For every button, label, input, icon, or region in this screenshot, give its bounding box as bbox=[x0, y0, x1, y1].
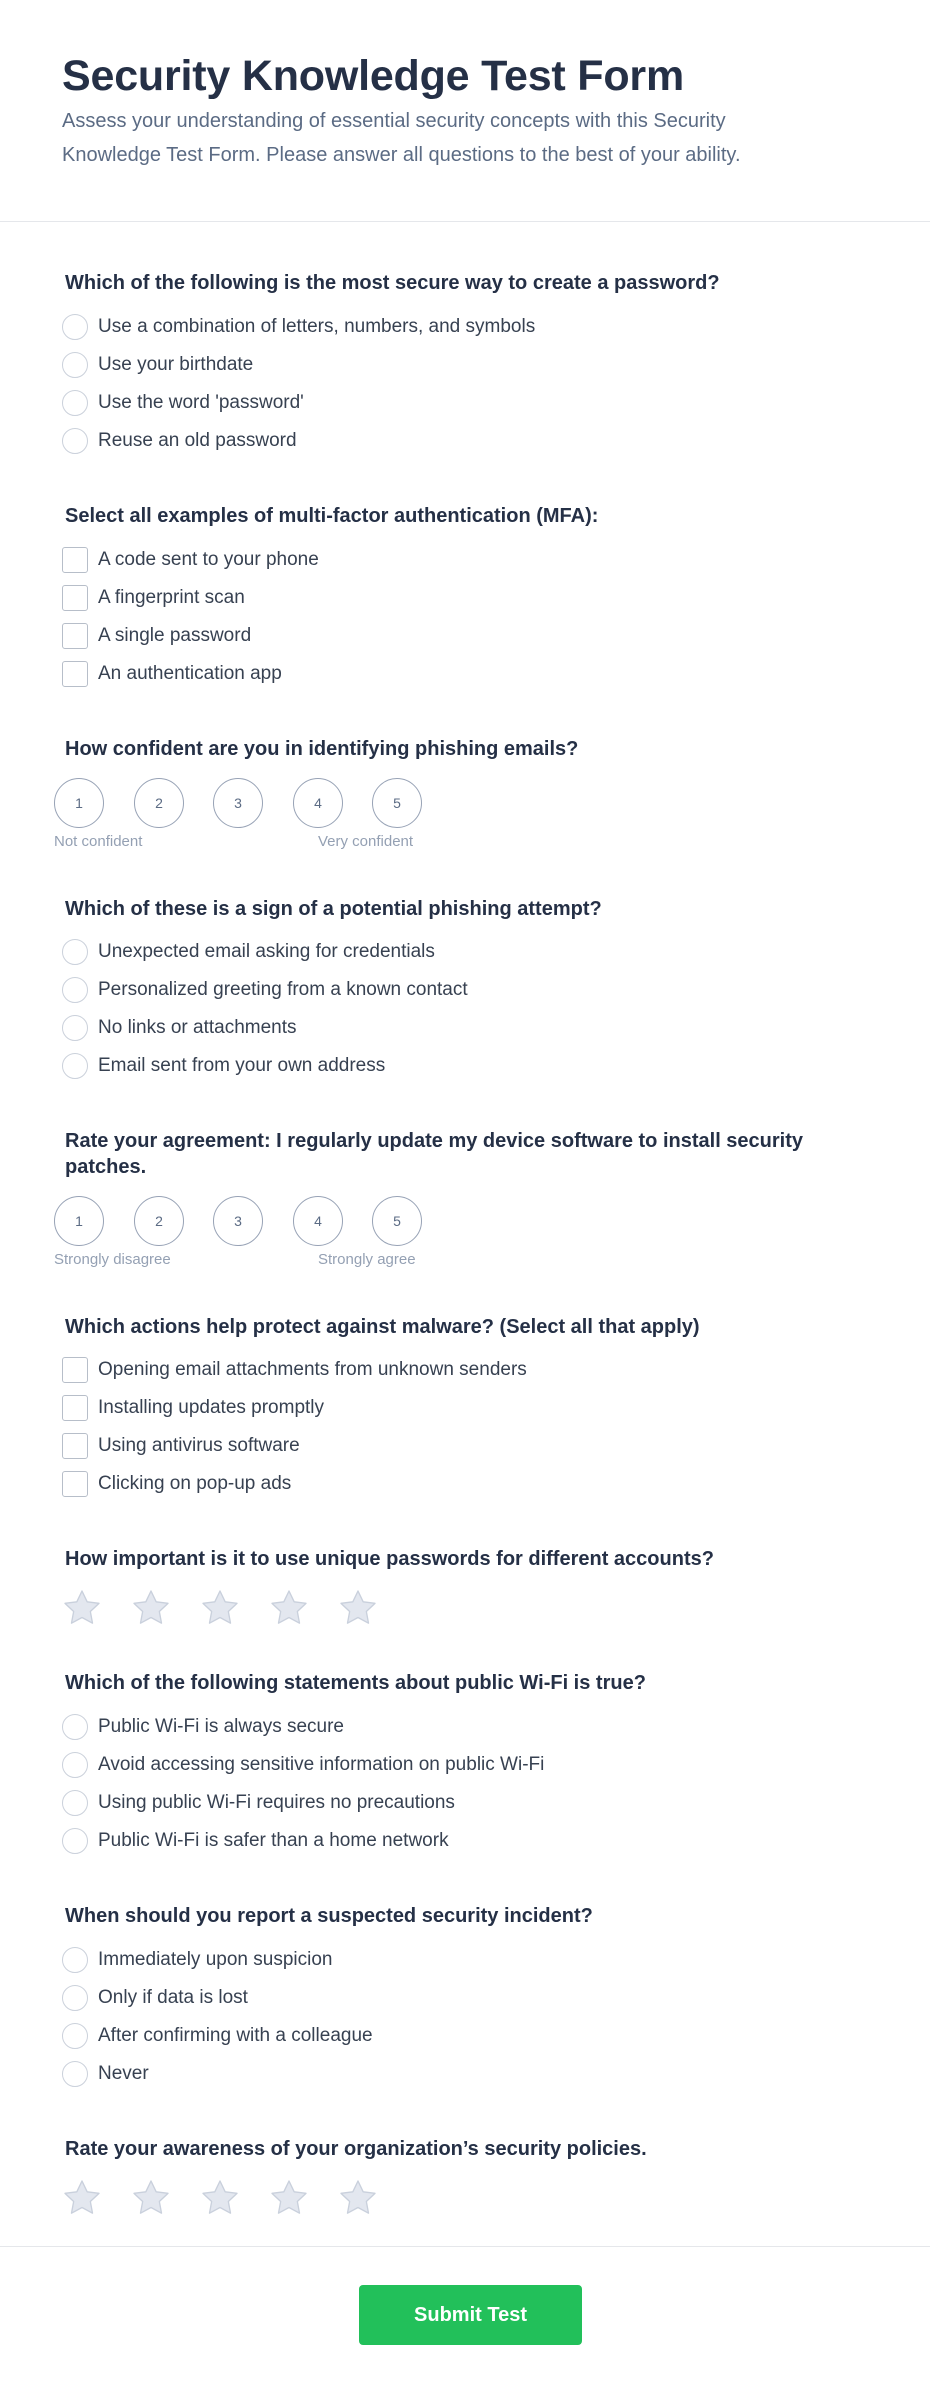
option-label: Public Wi-Fi is always secure bbox=[98, 1716, 344, 1737]
star-rating-4[interactable] bbox=[269, 1588, 309, 1628]
form-description: Assess your understanding of essential security concepts with this Security Knowledge Test Form. Please answer all questions to the best of your ability. bbox=[62, 110, 741, 166]
star-rating-2[interactable] bbox=[131, 2178, 171, 2218]
question-1-label: Which of the following is the most secure way to create a password? bbox=[65, 272, 720, 294]
radio-button[interactable] bbox=[62, 390, 88, 416]
checkbox[interactable] bbox=[62, 1471, 88, 1497]
star-icon bbox=[338, 2178, 378, 2218]
option-label: No links or attachments bbox=[98, 1017, 297, 1038]
question-5-label: Rate your agreement: I regularly update my device software to install security patches. bbox=[65, 1130, 804, 1178]
question-8-label: Which of the following statements about public Wi-Fi is true? bbox=[65, 1672, 646, 1694]
option-label: Reuse an old password bbox=[98, 430, 297, 451]
form-header bbox=[0, 0, 930, 222]
q4-option-4[interactable] bbox=[62, 1052, 385, 1080]
checkbox[interactable] bbox=[62, 1433, 88, 1459]
question-7-label: How important is it to use unique passwords for different accounts? bbox=[65, 1548, 714, 1570]
star-icon bbox=[131, 1588, 171, 1628]
option-label: An authentication app bbox=[98, 663, 282, 684]
radio-button[interactable] bbox=[62, 1790, 88, 1816]
star-icon bbox=[131, 2178, 171, 2218]
scale-min-caption: Not confident bbox=[54, 833, 143, 850]
radio-button[interactable] bbox=[62, 428, 88, 454]
option-label: Clicking on pop-up ads bbox=[98, 1473, 292, 1494]
radio-button[interactable] bbox=[62, 314, 88, 340]
radio-button[interactable] bbox=[62, 939, 88, 965]
scale-min-caption: Strongly disagree bbox=[54, 1251, 171, 1268]
q8-option-3[interactable] bbox=[62, 1789, 455, 1817]
q4-option-2[interactable] bbox=[62, 976, 468, 1004]
scale-option-3[interactable]: 3 bbox=[213, 1196, 263, 1246]
form-footer bbox=[0, 2246, 930, 2394]
radio-button[interactable] bbox=[62, 977, 88, 1003]
q1-option-1[interactable] bbox=[62, 313, 535, 341]
star-icon bbox=[62, 1588, 102, 1628]
option-label: A single password bbox=[98, 625, 252, 646]
radio-button[interactable] bbox=[62, 1714, 88, 1740]
scale-option-3[interactable]: 3 bbox=[213, 778, 263, 828]
star-icon bbox=[269, 2178, 309, 2218]
star-rating-5[interactable] bbox=[338, 1588, 378, 1628]
scale-option-4[interactable]: 4 bbox=[293, 778, 343, 828]
option-label: Immediately upon suspicion bbox=[98, 1949, 333, 1970]
scale-option-2[interactable]: 2 bbox=[134, 1196, 184, 1246]
scale-option-5[interactable]: 5 bbox=[372, 1196, 422, 1246]
checkbox[interactable] bbox=[62, 585, 88, 611]
star-rating-3[interactable] bbox=[200, 2178, 240, 2218]
star-rating-5[interactable] bbox=[338, 2178, 378, 2218]
option-label: Unexpected email asking for credentials bbox=[98, 941, 435, 962]
q1-option-3[interactable] bbox=[62, 389, 304, 417]
radio-button[interactable] bbox=[62, 2061, 88, 2087]
star-icon bbox=[269, 1588, 309, 1628]
radio-button[interactable] bbox=[62, 2023, 88, 2049]
star-rating-2[interactable] bbox=[131, 1588, 171, 1628]
checkbox[interactable] bbox=[62, 547, 88, 573]
q4-option-1[interactable] bbox=[62, 938, 435, 966]
checkbox[interactable] bbox=[62, 1395, 88, 1421]
option-label: Installing updates promptly bbox=[98, 1397, 325, 1418]
q6-option-2[interactable] bbox=[62, 1394, 324, 1422]
scale-option-5[interactable]: 5 bbox=[372, 778, 422, 828]
scale-option-4[interactable]: 4 bbox=[293, 1196, 343, 1246]
checkbox[interactable] bbox=[62, 661, 88, 687]
q1-option-2[interactable] bbox=[62, 351, 253, 379]
question-10-label: Rate your awareness of your organization’s security policies. bbox=[65, 2138, 647, 2160]
radio-button[interactable] bbox=[62, 1015, 88, 1041]
radio-button[interactable] bbox=[62, 1053, 88, 1079]
radio-button[interactable] bbox=[62, 352, 88, 378]
question-2-label: Select all examples of multi-factor authentication (MFA): bbox=[65, 505, 599, 527]
q8-option-2[interactable] bbox=[62, 1751, 544, 1779]
q2-option-4[interactable] bbox=[62, 660, 282, 688]
star-rating-1[interactable] bbox=[62, 2178, 102, 2218]
star-icon bbox=[338, 1588, 378, 1628]
star-rating-4[interactable] bbox=[269, 2178, 309, 2218]
star-icon bbox=[200, 1588, 240, 1628]
option-label: Opening email attachments from unknown senders bbox=[98, 1359, 527, 1380]
star-rating-1[interactable] bbox=[62, 1588, 102, 1628]
option-label: Avoid accessing sensitive information on public Wi-Fi bbox=[98, 1754, 545, 1775]
scale-max-caption: Strongly agree bbox=[318, 1251, 416, 1268]
q6-option-4[interactable] bbox=[62, 1470, 291, 1498]
q9-option-4[interactable] bbox=[62, 2060, 149, 2088]
question-9-label: When should you report a suspected security incident? bbox=[65, 1905, 593, 1927]
q9-option-1[interactable] bbox=[62, 1946, 332, 1974]
option-label: Never bbox=[98, 2063, 149, 2084]
q2-option-2[interactable] bbox=[62, 584, 245, 612]
q9-option-3[interactable] bbox=[62, 2022, 373, 2050]
q2-option-1[interactable] bbox=[62, 546, 319, 574]
scale-max-caption: Very confident bbox=[318, 833, 414, 850]
option-label: Use the word 'password' bbox=[98, 392, 304, 413]
radio-button[interactable] bbox=[62, 1828, 88, 1854]
q1-option-4[interactable] bbox=[62, 427, 297, 455]
q6-option-3[interactable] bbox=[62, 1432, 300, 1460]
option-label: Personalized greeting from a known contact bbox=[98, 979, 468, 1000]
checkbox[interactable] bbox=[62, 1357, 88, 1383]
q2-option-3[interactable] bbox=[62, 622, 251, 650]
star-icon bbox=[200, 2178, 240, 2218]
scale-option-1[interactable]: 1 bbox=[54, 778, 104, 828]
option-label: Only if data is lost bbox=[98, 1987, 248, 2008]
form-title: Security Knowledge Test Form bbox=[62, 52, 684, 100]
option-label: Use your birthdate bbox=[98, 354, 254, 375]
q8-option-4[interactable] bbox=[62, 1827, 449, 1855]
q8-option-1[interactable] bbox=[62, 1713, 344, 1741]
star-icon bbox=[62, 2178, 102, 2218]
option-label: Using antivirus software bbox=[98, 1435, 300, 1456]
option-label: Using public Wi-Fi requires no precautions bbox=[98, 1792, 455, 1813]
star-rating-3[interactable] bbox=[200, 1588, 240, 1628]
q6-option-1[interactable] bbox=[62, 1356, 527, 1384]
scale-option-1[interactable]: 1 bbox=[54, 1196, 104, 1246]
option-label: After confirming with a colleague bbox=[98, 2025, 373, 2046]
option-label: A code sent to your phone bbox=[98, 549, 319, 570]
checkbox[interactable] bbox=[62, 623, 88, 649]
option-label: A fingerprint scan bbox=[98, 587, 245, 608]
radio-button[interactable] bbox=[62, 1985, 88, 2011]
scale-option-2[interactable]: 2 bbox=[134, 778, 184, 828]
submit-test-button[interactable]: Submit Test bbox=[359, 2285, 582, 2345]
question-4-label: Which of these is a sign of a potential phishing attempt? bbox=[65, 898, 602, 920]
option-label: Use a combination of letters, numbers, and symbols bbox=[98, 316, 536, 337]
question-3-label: How confident are you in identifying phishing emails? bbox=[65, 738, 579, 760]
radio-button[interactable] bbox=[62, 1947, 88, 1973]
option-label: Public Wi-Fi is safer than a home network bbox=[98, 1830, 449, 1851]
radio-button[interactable] bbox=[62, 1752, 88, 1778]
q4-option-3[interactable] bbox=[62, 1014, 297, 1042]
question-6-label: Which actions help protect against malware? (Select all that apply) bbox=[65, 1316, 700, 1338]
option-label: Email sent from your own address bbox=[98, 1055, 386, 1076]
q9-option-2[interactable] bbox=[62, 1984, 248, 2012]
